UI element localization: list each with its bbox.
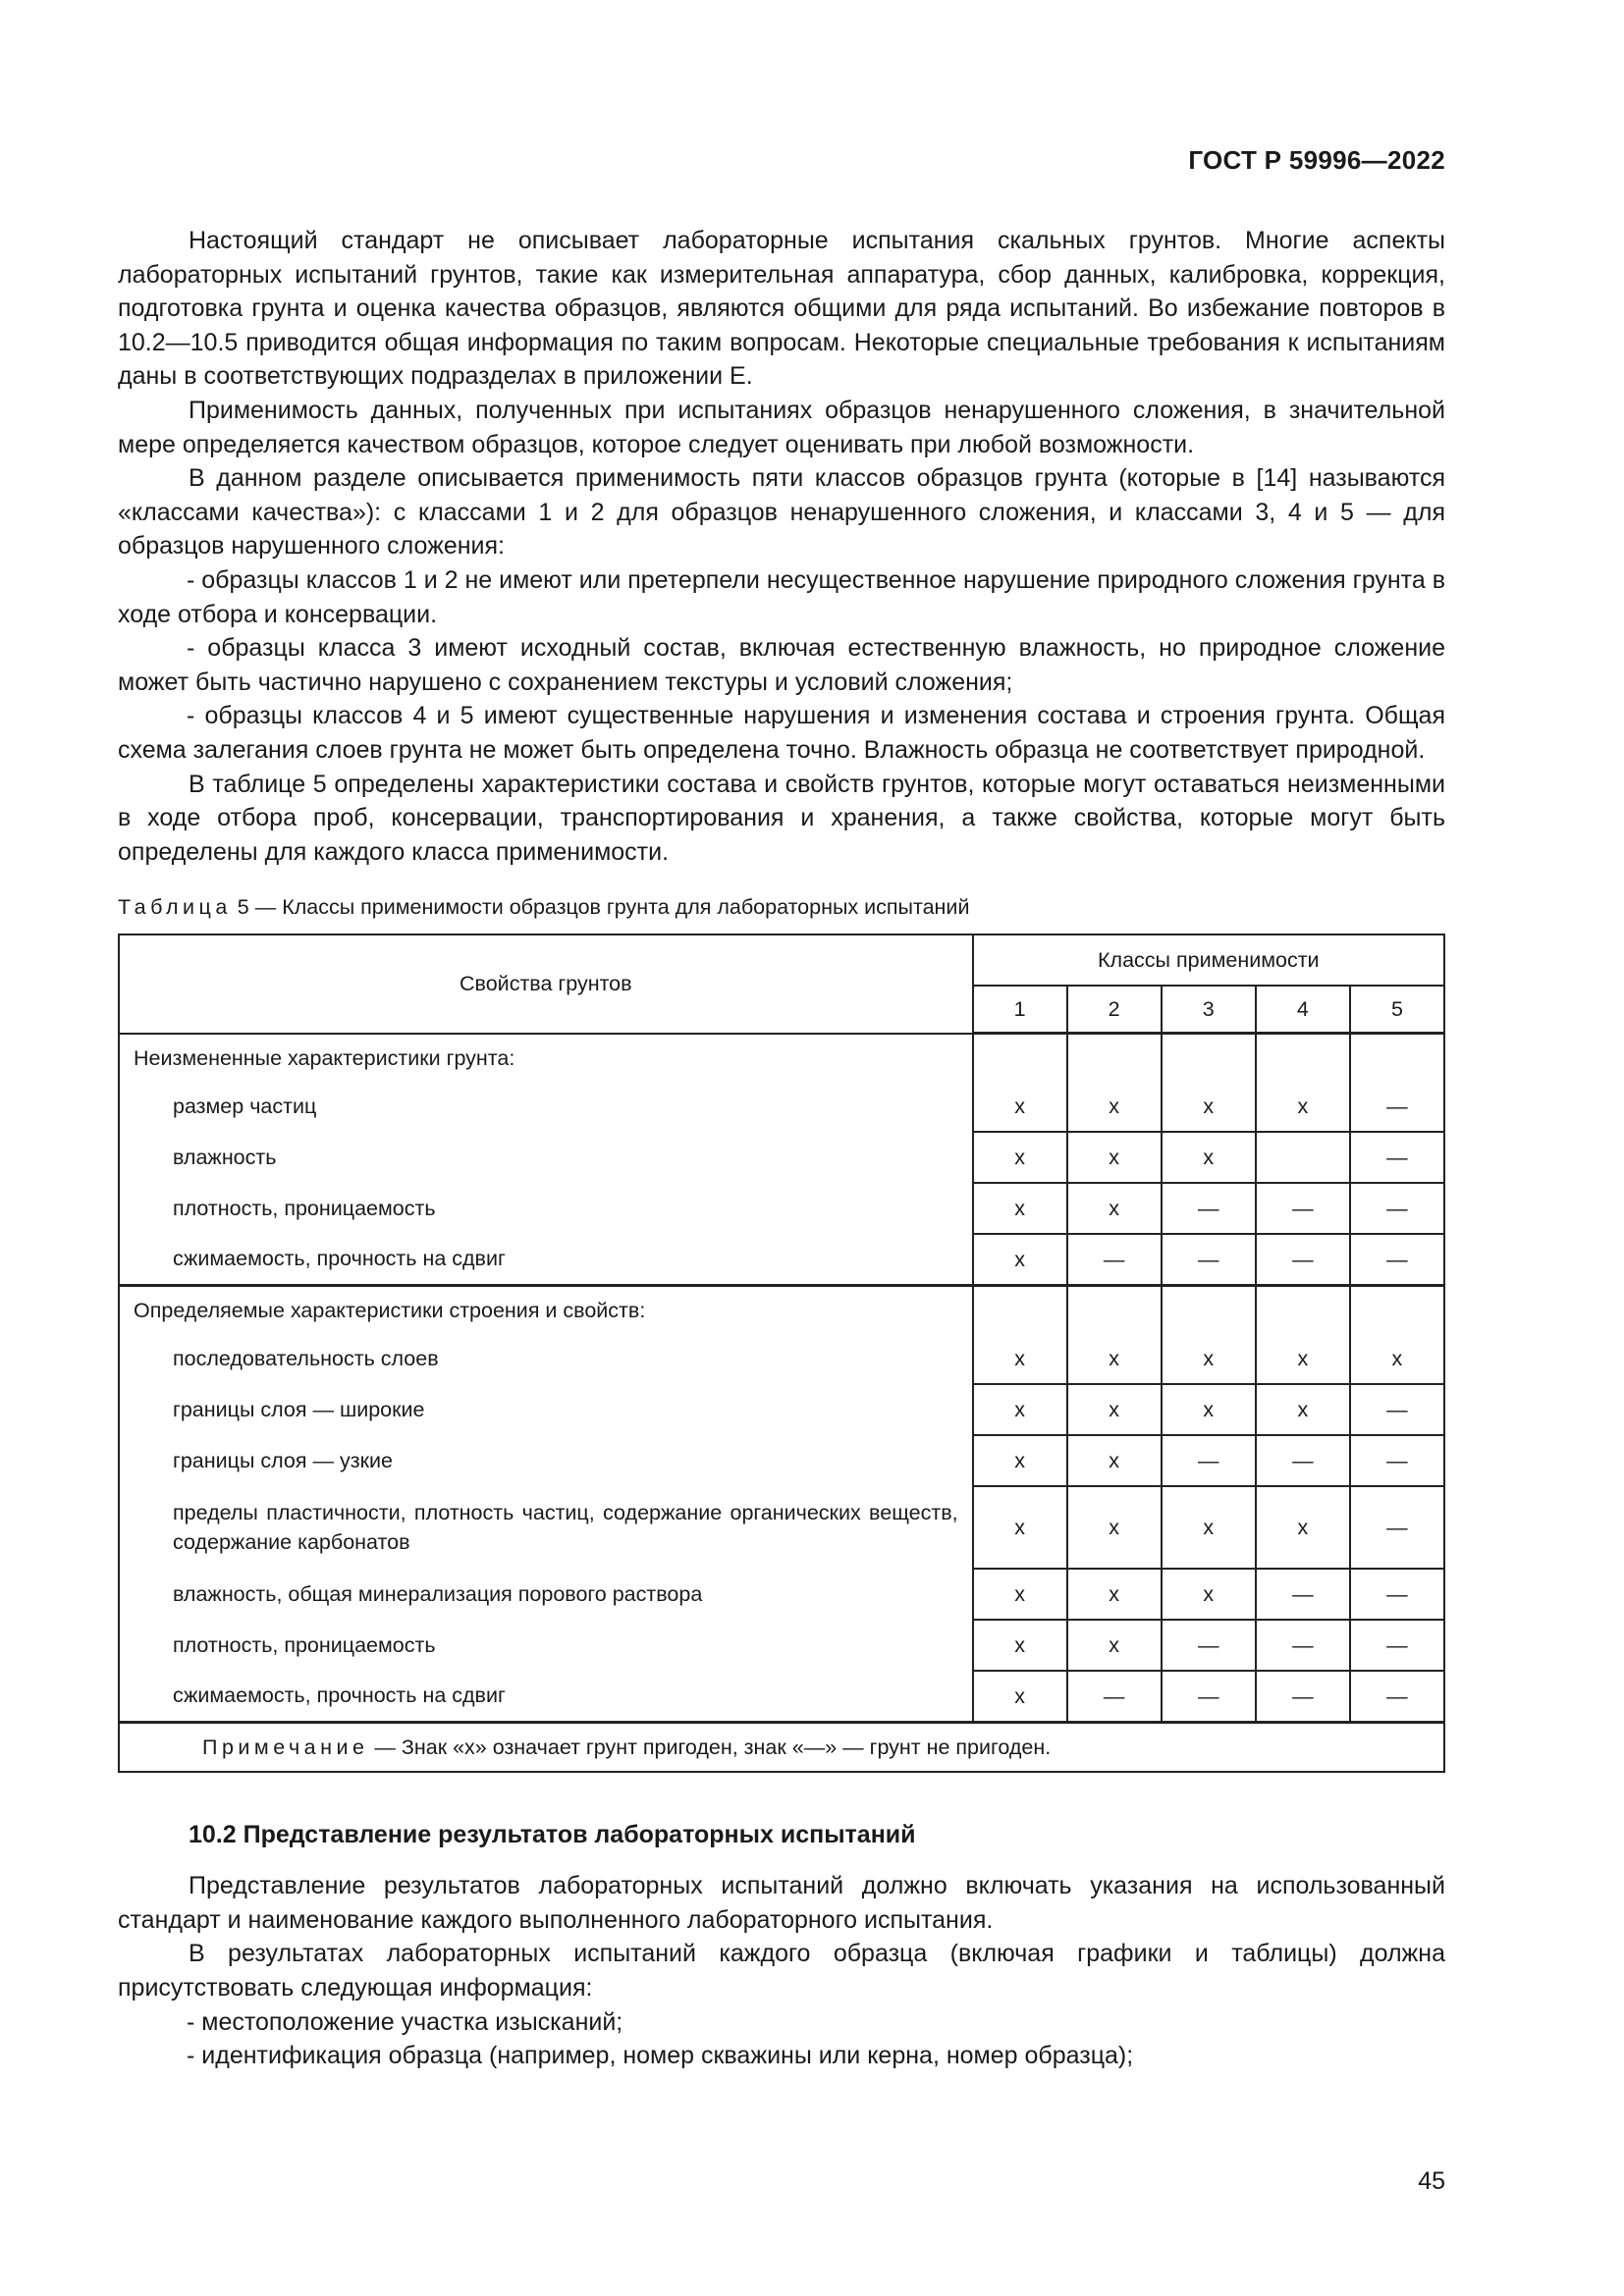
intro-bullet: - образцы классов 4 и 5 имеют существенные нарушения и изменения состава и строения грунта. Общая схема залегания слоев грунта не может быть определена точно. Влажность образца не соответствует природной. — [118, 702, 1445, 764]
section-heading: 10.2 Представление результатов лабораторных испытаний — [189, 1821, 916, 1849]
page-number: 45 — [1418, 2167, 1445, 2195]
applicability-mark: x — [973, 1671, 1067, 1723]
table-row — [119, 1620, 1444, 1671]
applicability-mark: — — [1350, 1234, 1444, 1286]
applicability-mark: x — [973, 1183, 1067, 1234]
property-label: размер частиц — [119, 1082, 973, 1132]
property-label: влажность, общая минерализация порового раствора — [119, 1569, 973, 1620]
property-label: плотность, проницаемость — [119, 1620, 973, 1671]
applicability-mark: — — [1162, 1671, 1256, 1723]
applicability-mark: x — [1067, 1132, 1162, 1183]
table-caption — [118, 892, 1445, 922]
class-number: 5 — [1350, 986, 1444, 1034]
applicability-mark: x — [973, 1384, 1067, 1435]
applicability-mark: x — [973, 1486, 1067, 1569]
table-row — [119, 1671, 1444, 1723]
table-note-row — [119, 1723, 1444, 1773]
applicability-mark: x — [1067, 1334, 1162, 1384]
section-paragraph: В результатах лабораторных испытаний каждого образца (включая графики и таблицы) должна присутствовать следующая информация: — [118, 1940, 1445, 2002]
applicability-mark: — — [1350, 1620, 1444, 1671]
applicability-mark: x — [973, 1082, 1067, 1132]
applicability-mark: — — [1350, 1384, 1444, 1435]
applicability-mark: — — [1162, 1435, 1256, 1486]
table-row — [119, 1334, 1444, 1384]
applicability-mark: x — [973, 1132, 1067, 1183]
applicability-mark: — — [1162, 1183, 1256, 1234]
applicability-mark: x — [1067, 1620, 1162, 1671]
property-label: плотность, проницаемость — [119, 1183, 973, 1234]
applicability-mark: x — [1162, 1486, 1256, 1569]
table-caption-label: Таблица — [118, 895, 232, 920]
applicability-mark: x — [1067, 1384, 1162, 1435]
class-number: 1 — [973, 986, 1067, 1034]
group-title: Неизмененные характеристики грунта: — [119, 1034, 973, 1083]
applicability-mark: x — [1067, 1435, 1162, 1486]
applicability-mark: — — [1350, 1671, 1444, 1723]
applicability-mark: — — [1067, 1671, 1162, 1723]
class-number: 2 — [1067, 986, 1162, 1034]
property-label: сжимаемость, прочность на сдвиг — [119, 1671, 973, 1723]
applicability-mark: — — [1350, 1183, 1444, 1234]
intro-bullet: - образцы классов 1 и 2 не имеют или претерпели несущественное нарушение природного сложения грунта в ходе отбора и консервации. — [118, 565, 1445, 628]
applicability-mark: — — [1162, 1620, 1256, 1671]
column-header-classes: Классы применимости — [973, 934, 1444, 986]
applicability-mark: x — [1067, 1486, 1162, 1569]
applicability-mark: — — [1256, 1671, 1350, 1723]
applicability-mark: x — [1256, 1334, 1350, 1384]
group-title: Определяемые характеристики строения и свойств: — [119, 1286, 973, 1335]
applicability-mark: x — [1256, 1082, 1350, 1132]
applicability-mark — [1256, 1132, 1350, 1183]
applicability-mark: — — [1067, 1234, 1162, 1286]
property-label: границы слоя — узкие — [119, 1435, 973, 1486]
applicability-mark: x — [1256, 1486, 1350, 1569]
column-header-properties: Свойства грунтов — [119, 934, 973, 1034]
applicability-mark: x — [1067, 1082, 1162, 1132]
note-label: Примечание — [202, 1735, 369, 1759]
table-row — [119, 1234, 1444, 1286]
applicability-mark: x — [1162, 1132, 1256, 1183]
applicability-mark: — — [1256, 1435, 1350, 1486]
applicability-mark: — — [1256, 1234, 1350, 1286]
class-number: 3 — [1162, 986, 1256, 1034]
applicability-table — [118, 934, 1445, 1773]
intro-bullet: - образцы класса 3 имеют исходный состав, включая естественную влажность, но природное сложение может быть частично нарушено с сохранением текстуры и условий сложения; — [118, 634, 1445, 696]
applicability-mark: x — [973, 1334, 1067, 1384]
table-row — [119, 1569, 1444, 1620]
intro-paragraph: Настоящий стандарт не описывает лабораторные испытания скальных грунтов. Многие аспекты лабораторных испытаний грунтов, такие как измерительная аппаратура, сбор данных, калибровка, коррекция, подготовка грунта и оценка качества образцов, являются общими для ряда испытаний. Во избежание повторов в 10.2—10.5 приводится общая информация по таким вопросам. Некоторые специальные требования к испытаниям даны в соответствующих подразделах в приложении Е. — [118, 227, 1445, 391]
applicability-mark: — — [1162, 1234, 1256, 1286]
intro-paragraph: Применимость данных, полученных при испытаниях образцов ненарушенного сложения, в значительной мере определяется качеством образцов, которое следует оценивать при любой возможности. — [118, 396, 1445, 458]
applicability-mark: — — [1350, 1132, 1444, 1183]
page-content — [118, 224, 1445, 2073]
table-row — [119, 1082, 1444, 1132]
applicability-mark: x — [1256, 1384, 1350, 1435]
applicability-mark: x — [1067, 1569, 1162, 1620]
applicability-mark: — — [1350, 1486, 1444, 1569]
section-paragraph: Представление результатов лабораторных испытаний должно включать указания на использованный стандарт и наименование каждого выполненного лабораторного испытания. — [118, 1872, 1445, 1934]
table-row — [119, 1183, 1444, 1234]
property-label: влажность — [119, 1132, 973, 1183]
applicability-mark: x — [1350, 1334, 1444, 1384]
class-number: 4 — [1256, 986, 1350, 1034]
section-bullet: - идентификация образца (например, номер скважины или керна, номер образца); — [187, 2042, 1134, 2070]
group-header-row — [119, 1286, 1444, 1335]
table-note — [119, 1723, 1444, 1773]
section-bullet: - местоположение участка изысканий; — [187, 2007, 623, 2036]
property-label: сжимаемость, прочность на сдвиг — [119, 1234, 973, 1286]
note-text: — Знак «х» означает грунт пригоден, знак «—» — грунт не пригоден. — [368, 1735, 1052, 1759]
intro-paragraph: В таблице 5 определены характеристики состава и свойств грунтов, которые могут оставаться неизменными в ходе отбора проб, консервации, транспортирования и хранения, а также свойства, которые могут быть определены для каждого класса применимости. — [118, 770, 1445, 866]
property-label: последовательность слоев — [119, 1334, 973, 1384]
group-header-row — [119, 1034, 1444, 1083]
property-label: пределы пластичности, плотность частиц, содержание органических веществ, содержание карбонатов — [119, 1486, 973, 1569]
applicability-mark: x — [1162, 1384, 1256, 1435]
applicability-mark: x — [973, 1620, 1067, 1671]
table-row — [119, 1384, 1444, 1435]
document-code: ГОСТ Р 59996—2022 — [1188, 145, 1445, 175]
applicability-mark: x — [1162, 1082, 1256, 1132]
applicability-mark: x — [1162, 1334, 1256, 1384]
applicability-mark: x — [973, 1234, 1067, 1286]
applicability-mark: x — [973, 1435, 1067, 1486]
group1-rows — [119, 1082, 1444, 1286]
applicability-mark: — — [1350, 1082, 1444, 1132]
intro-paragraph: В данном разделе описывается применимость пяти классов образцов грунта (которые в [14] называются «классами качества»): с классами 1 и 2 для образцов ненарушенного сложения, и классами 3, 4 и 5 — для образцов нарушенного сложения: — [118, 464, 1445, 561]
group2-rows — [119, 1334, 1444, 1723]
table-row — [119, 1486, 1444, 1569]
applicability-mark: x — [973, 1569, 1067, 1620]
table-row — [119, 1435, 1444, 1486]
applicability-mark: — — [1256, 1569, 1350, 1620]
applicability-mark: — — [1350, 1435, 1444, 1486]
table-caption-text: 5 — Классы применимости образцов грунта для лабораторных испытаний — [237, 895, 970, 920]
applicability-mark: x — [1162, 1569, 1256, 1620]
applicability-mark: — — [1256, 1183, 1350, 1234]
applicability-mark: — — [1350, 1569, 1444, 1620]
applicability-mark: x — [1067, 1183, 1162, 1234]
table-row — [119, 1132, 1444, 1183]
applicability-mark: — — [1256, 1620, 1350, 1671]
property-label: границы слоя — широкие — [119, 1384, 973, 1435]
